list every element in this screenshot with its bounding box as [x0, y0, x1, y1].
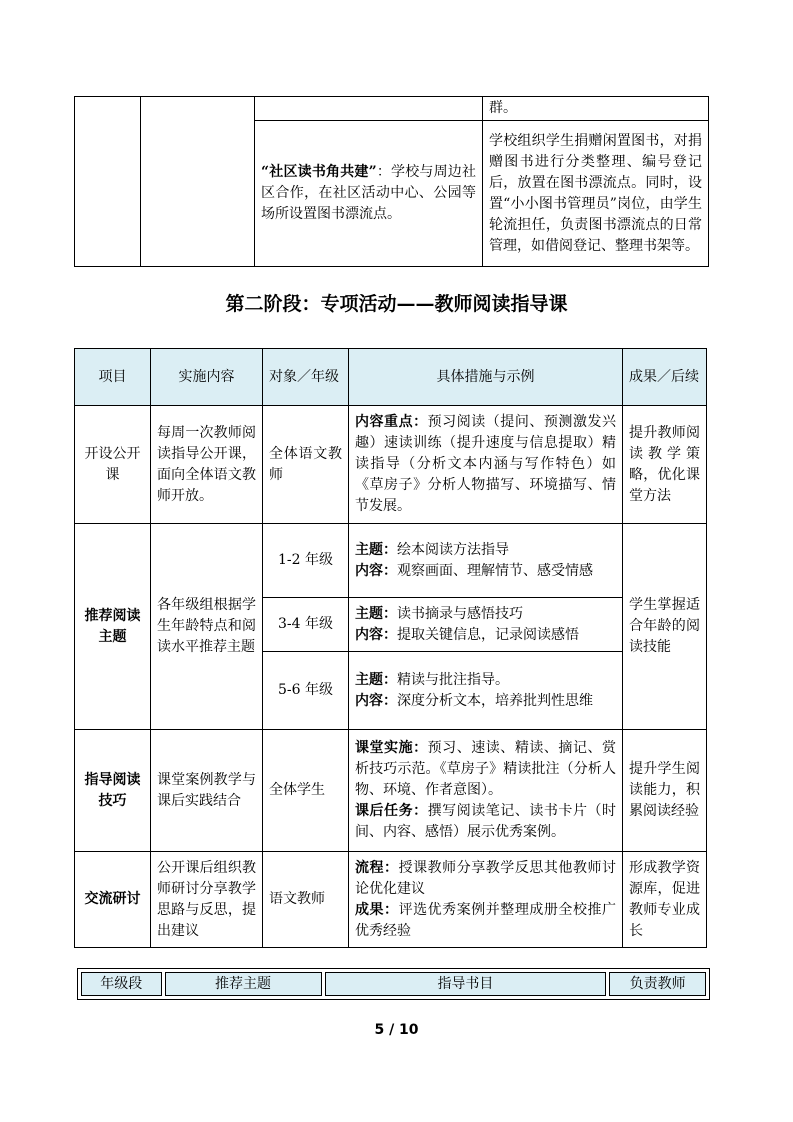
header-topic: 推荐主题	[165, 972, 322, 996]
activity-item-cell	[255, 121, 483, 267]
table-row	[75, 852, 707, 948]
measure-text: 预习阅读（提问、预测激发兴趣）速读训练（提升速度与信息提取）精读指导（分析文本内涵与写作特色）如《草房子》分析人物描写、环境描写、情节发展。	[355, 414, 617, 514]
grade-cell: 5-6 年级	[263, 652, 349, 730]
teacher-reading-guidance-table	[74, 348, 707, 948]
table-header-row	[75, 349, 707, 406]
topic-text: 精读与批注指导。	[397, 671, 509, 688]
project-cell: 指导阅读技巧	[75, 730, 151, 852]
content-text: 提取关键信息，记录阅读感悟	[397, 626, 579, 643]
measure-cell	[349, 406, 623, 524]
measure-text: 授课教师分享教学反思其他教师讨论优化建议	[355, 859, 617, 897]
header-content: 实施内容	[151, 349, 263, 406]
table-row	[75, 97, 709, 121]
table-cell	[75, 97, 141, 267]
content-label: 内容：	[355, 562, 397, 579]
topic-text: 绘本阅读方法指导	[397, 541, 509, 558]
content-cell: 课堂案例教学与课后实践结合	[151, 730, 263, 852]
measure-cell	[349, 598, 623, 652]
project-cell: 推荐阅读主题	[75, 524, 151, 730]
project-cell: 交流研讨	[75, 852, 151, 948]
topic-label: 主题：	[355, 605, 397, 622]
measure-text: 撰写阅读笔记、读书卡片（时间、内容、感悟）展示优秀案例。	[355, 803, 617, 840]
table-cell	[141, 97, 255, 267]
measure-label: 内容重点：	[355, 414, 428, 430]
topic-label: 主题：	[355, 671, 397, 688]
content-cell: 每周一次教师阅读指导公开课，面向全体语文教师开放。	[151, 406, 263, 524]
target-cell: 全体语文教师	[263, 406, 349, 524]
target-cell: 语文教师	[263, 852, 349, 948]
measure-label: 课后任务：	[355, 803, 428, 819]
measure-text: 预习、速读、精读、摘记、赏析技巧示范。《草房子》精读批注（分析人物、环境、作者意图）。	[355, 740, 617, 798]
result-cell: 形成教学资源库，促进教师专业成长	[623, 852, 707, 948]
reading-list-table	[77, 968, 710, 1000]
header-measure: 具体措施与示例	[349, 349, 623, 406]
result-cell: 提升学生阅读能力，积累阅读经验	[623, 730, 707, 852]
header-result: 成果／后续	[623, 349, 707, 406]
measure-cell	[349, 524, 623, 598]
content-label: 内容：	[355, 692, 397, 709]
table-row	[75, 524, 707, 598]
header-target: 对象／年级	[263, 349, 349, 406]
topic-label: 主题：	[355, 541, 397, 558]
project-cell: 开设公开课	[75, 406, 151, 524]
topic-text: 读书摘录与感悟技巧	[397, 605, 523, 622]
content-text: 观察画面、理解情节、感受情感	[397, 562, 593, 579]
table-row	[75, 406, 707, 524]
measure-cell: 学校组织学生捐赠闲置图书，对捐赠图书进行分类整理、编号登记后，放置在图书漂流点。同时，设置“小小图书管理员”岗位，由学生轮流担任，负责图书漂流点的日常管理，如借阅登记、整理书架等。	[483, 121, 709, 267]
header-grade: 年级段	[81, 972, 162, 996]
result-cell: 提升教师阅读教学策略，优化课堂方法	[623, 406, 707, 524]
content-text: 深度分析文本，培养批判性思维	[397, 692, 593, 709]
content-cell: 各年级组根据学生年龄特点和阅读水平推荐主题	[151, 524, 263, 730]
measure-cell: 群。	[483, 97, 709, 121]
header-project: 项目	[75, 349, 151, 406]
header-teacher: 负责教师	[609, 972, 706, 996]
measure-label: 课堂实施：	[355, 740, 428, 756]
activity-item-text: ：学校与周边社区合作，在社区活动中心、公园等场所设置图书漂流点。	[261, 164, 477, 222]
table-header-row	[81, 972, 706, 996]
header-books: 指导书目	[325, 972, 607, 996]
measure-cell	[349, 652, 623, 730]
measure-text: 评选优秀案例并整理成册全校推广优秀经验	[355, 901, 617, 939]
table-row	[75, 730, 707, 852]
stage-title: 第二阶段：专项活动——教师阅读指导课	[225, 293, 568, 315]
page-number: 5 / 10	[374, 1022, 419, 1038]
target-cell: 全体学生	[263, 730, 349, 852]
measure-label: 流程：	[355, 859, 399, 876]
content-label: 内容：	[355, 626, 397, 643]
content-cell: 公开课后组织教师研讨分享教学思路与反思，提出建议	[151, 852, 263, 948]
measure-cell	[349, 852, 623, 948]
previous-activity-table	[74, 96, 709, 267]
measure-label: 成果：	[355, 901, 399, 918]
activity-item-title: “社区读书角共建”	[261, 164, 377, 180]
grade-cell: 3-4 年级	[263, 598, 349, 652]
table-cell	[255, 97, 483, 121]
measure-cell	[349, 730, 623, 852]
grade-cell: 1-2 年级	[263, 524, 349, 598]
result-cell: 学生掌握适合年龄的阅读技能	[623, 524, 707, 730]
